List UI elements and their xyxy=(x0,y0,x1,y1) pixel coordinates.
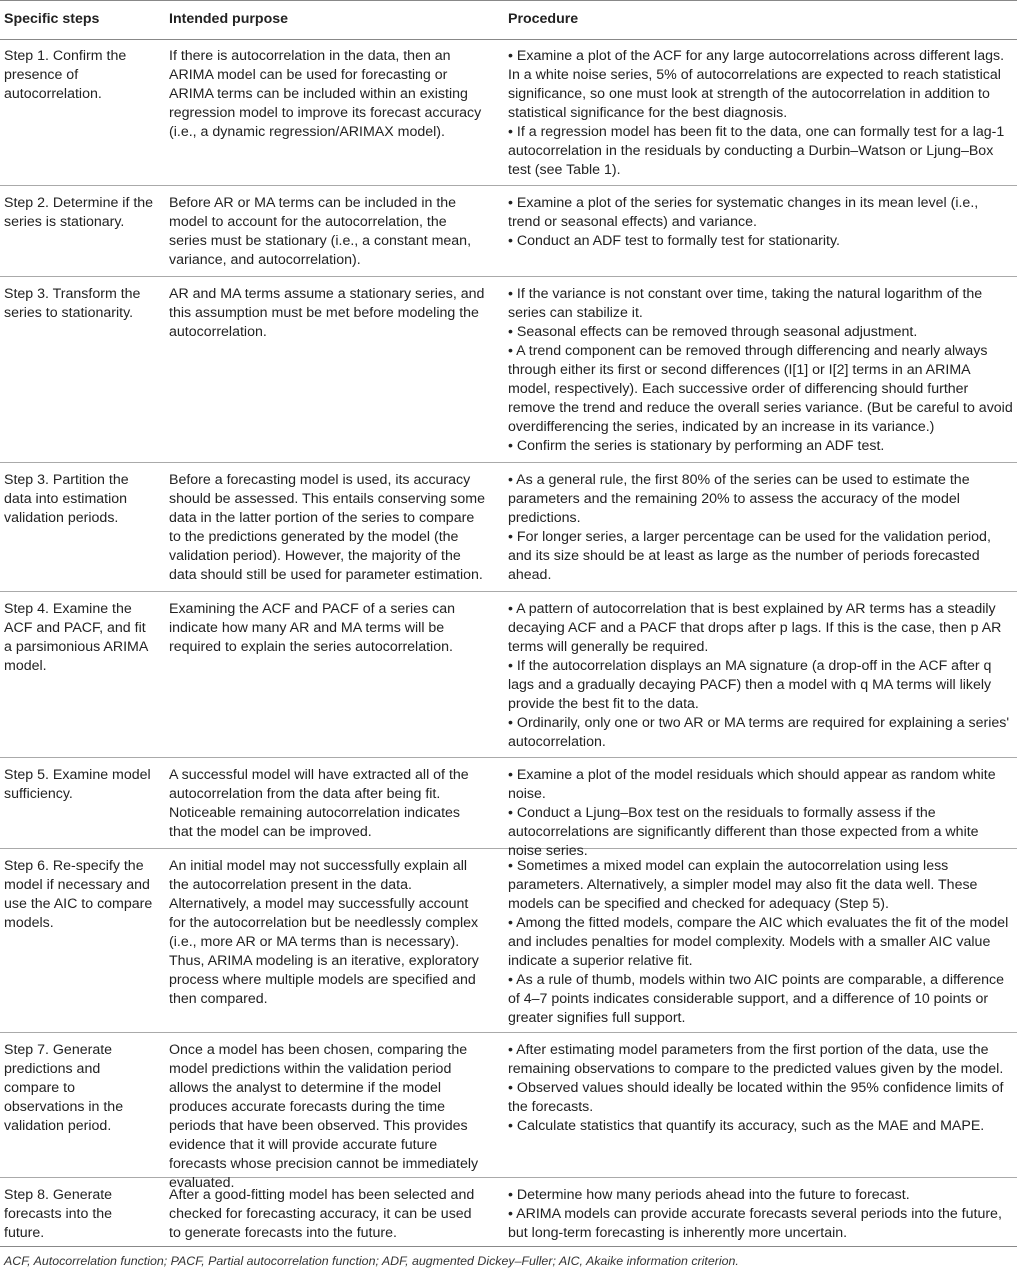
table-footnote: ACF, Autocorrelation function; PACF, Partial autocorrelation function; ADF, augmented Dickey–Fuller; AIC, Akaike information criterion. xyxy=(4,1254,739,1268)
table-row xyxy=(0,849,1017,1033)
procedure-cell xyxy=(508,1041,1013,1136)
header-intended-purpose: Intended purpose xyxy=(169,11,289,27)
table-row xyxy=(0,39,1017,186)
procedure-bullet: • After estimating model parameters from the first portion of the data, use the remaining observations to compare to the predicted values given by the model. xyxy=(508,1042,1004,1077)
procedure-bullet: • Seasonal effects can be removed through seasonal adjustment. xyxy=(508,324,918,340)
purpose-cell: A successful model will have extracted all of the autocorrelation from the data after being fit. Noticeable remaining autocorrelation indicates that the model can be improved. xyxy=(169,767,469,840)
procedure-bullet: • Examine a plot of the ACF for any large autocorrelations across different lags. In a white noise series, 5% of autocorrelations are expected to reach statistical significance, so one must look at strength of the autocorrelation in addition to statistical significance for the best diagnosis. xyxy=(508,48,1008,121)
purpose-cell: If there is autocorrelation in the data, then an ARIMA model can be used for forecasting or ARIMA terms can be included within an existing regression model to improve its forecast accuracy (i.e., a dynamic regression/ARIMAX model). xyxy=(169,48,482,140)
header-specific-steps: Specific steps xyxy=(4,11,100,27)
step-cell: Step 4. Examine the ACF and PACF, and fit a parsimonious ARIMA model. xyxy=(4,601,148,674)
procedure-bullet: • Calculate statistics that quantify its accuracy, such as the MAE and MAPE. xyxy=(508,1118,985,1134)
procedure-bullet: • Confirm the series is stationary by performing an ADF test. xyxy=(508,438,885,454)
step-cell: Step 3. Partition the data into estimation validation periods. xyxy=(4,472,129,526)
table-header xyxy=(0,0,1017,40)
purpose-cell: After a good-fitting model has been selected and checked for forecasting accuracy, it can be used to generate forecasts into the future. xyxy=(169,1187,475,1241)
procedure-bullet: • A pattern of autocorrelation that is best explained by AR terms has a steadily decaying ACF and a PACF that drops after p lags. If this is the case, then p AR terms will generally be required. xyxy=(508,601,1006,655)
step-cell: Step 5. Examine model sufficiency. xyxy=(4,767,151,802)
procedure-bullet: • Conduct an ADF test to formally test for stationarity. xyxy=(508,233,840,249)
procedure-bullet: • As a general rule, the first 80% of the series can be used to estimate the parameters and the remaining 20% to assess the accuracy of the model predictions. xyxy=(508,472,974,526)
procedure-cell xyxy=(508,857,1013,1028)
table-row xyxy=(0,186,1017,277)
purpose-cell: Before AR or MA terms can be included in the model to account for the autocorrelation, the series must be stationary (i.e., a constant mean, variance, and autocorrelation). xyxy=(169,195,472,268)
procedure-bullet: • ARIMA models can provide accurate forecasts several periods into the future, but long-term forecasting is inherently more uncertain. xyxy=(508,1206,1006,1241)
procedure-bullet: • Examine a plot of the series for systematic changes in its mean level (i.e., trend or seasonal effects) and variance. xyxy=(508,195,983,230)
step-cell: Step 1. Confirm the presence of autocorrelation. xyxy=(4,48,127,102)
procedure-cell xyxy=(508,766,1013,861)
step-cell: Step 8. Generate forecasts into the future. xyxy=(4,1187,113,1241)
procedure-bullet: • Sometimes a mixed model can explain the autocorrelation using less parameters. Alternatively, a simpler model may also fit the data well. These models can be specified and checked for adequacy (Step 5). xyxy=(508,858,982,912)
table-row xyxy=(0,277,1017,463)
procedure-bullet: • Determine how many periods ahead into the future to forecast. xyxy=(508,1187,910,1203)
procedure-cell xyxy=(508,47,1013,180)
purpose-cell: AR and MA terms assume a stationary series, and this assumption must be met before modeling the autocorrelation. xyxy=(169,286,485,340)
procedure-bullet: • A trend component can be removed through differencing and nearly always through either its first or second differences (I[1] or I[2] terms in an ARIMA model, respectively). Each successive order of differencing should further remove the trend and reduce the overall series variance. (But be careful to avoid overdifferencing the series, indicated by an increase in its variance.) xyxy=(508,343,1017,435)
purpose-cell: Examining the ACF and PACF of a series can indicate how many AR and MA terms will be required to explain the series autocorrelation. xyxy=(169,601,455,655)
procedure-cell xyxy=(508,471,1013,585)
table-row xyxy=(0,1033,1017,1191)
procedure-bullet: • As a rule of thumb, models within two AIC points are comparable, a difference of 4–7 points indicates considerable support, and a difference of 10 points or greater signifies full support. xyxy=(508,972,1008,1026)
purpose-cell: Once a model has been chosen, comparing the model predictions within the validation period allows the analyst to determine if the model produces accurate forecasts during the time periods that have been observed. This provides evidence that it will provide accurate future forecasts whose precision cannot be immediately evaluated. xyxy=(169,1042,479,1191)
procedure-cell xyxy=(508,600,1013,752)
purpose-cell: An initial model may not successfully explain all the autocorrelation present in the data. Alternatively, a model may successfully account for the autocorrelation but be needlessly complex (i.e., more AR or MA terms than is necessary). Thus, ARIMA modeling is an iterative, exploratory process where multiple models are specified and then compared. xyxy=(169,858,479,1007)
step-cell: Step 6. Re-specify the model if necessary and use the AIC to compare models. xyxy=(4,858,153,931)
step-cell: Step 7. Generate predictions and compare to observations in the validation period. xyxy=(4,1042,124,1134)
table-row xyxy=(0,758,1017,859)
step-cell: Step 3. Transform the series to stationarity. xyxy=(4,286,141,321)
procedure-bullet: • Conduct a Ljung–Box test on the residuals to formally assess if the autocorrelations are significantly different than those expected from a white noise series. xyxy=(508,805,983,859)
procedure-bullet: • If a regression model has been fit to the data, one can formally test for a lag-1 autocorrelation in the residuals by conducting a Durbin–Watson or Ljung–Box test (see Table 1). xyxy=(508,124,1009,178)
procedure-bullet: • Observed values should ideally be located within the 95% confidence limits of the forecasts. xyxy=(508,1080,1008,1115)
procedure-bullet: • Ordinarily, only one or two AR or MA terms are required for explaining a series' autocorrelation. xyxy=(508,715,1013,750)
procedure-bullet: • For longer series, a larger percentage can be used for the validation period, and its size should be at least as large as the number of periods forecasted ahead. xyxy=(508,529,995,583)
procedure-bullet: • Examine a plot of the model residuals which should appear as random white noise. xyxy=(508,767,1000,802)
header-procedure: Procedure xyxy=(508,11,579,27)
table-row xyxy=(0,463,1017,592)
procedure-bullet: • If the autocorrelation displays an MA signature (a drop-off in the ACF after q lags and a gradually decaying PACF) then a model with q MA terms will likely provide the best fit to the data. xyxy=(508,658,996,712)
step-cell: Step 2. Determine if the series is stationary. xyxy=(4,195,154,230)
table-row xyxy=(0,1178,1017,1247)
table-row xyxy=(0,592,1017,758)
procedure-cell xyxy=(508,194,1013,251)
purpose-cell: Before a forecasting model is used, its accuracy should be assessed. This entails conserving some data in the latter portion of the series to compare to the predictions generated by the model (the validation period). However, the majority of the data should still be used for parameter estimation. xyxy=(169,472,485,583)
procedure-cell xyxy=(508,285,1017,456)
procedure-bullet: • If the variance is not constant over time, taking the natural logarithm of the series can stabilize it. xyxy=(508,286,987,321)
procedure-bullet: • Among the fitted models, compare the AIC which evaluates the fit of the model and includes penalties for model complexity. Models with a smaller AIC value indicate a superior relative fit. xyxy=(508,915,1013,969)
procedure-cell xyxy=(508,1186,1013,1243)
